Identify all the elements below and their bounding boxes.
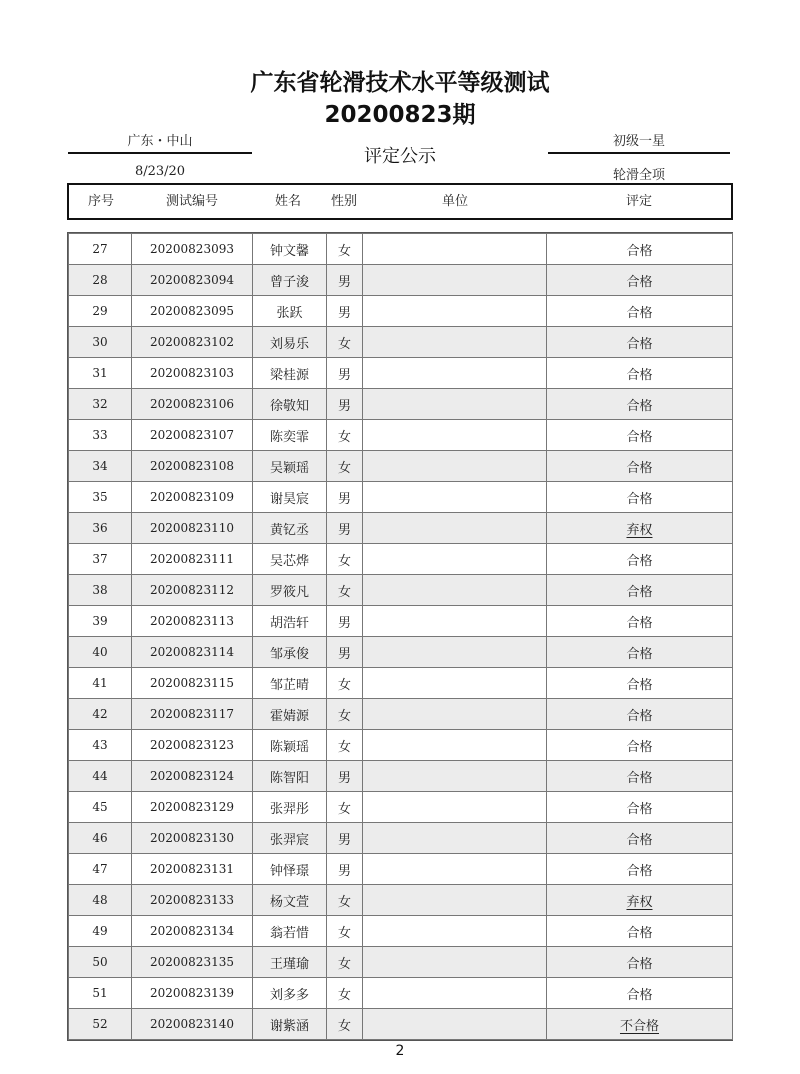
cell-gender: 女 [327,1009,363,1040]
cell-name: 刘易乐 [253,327,327,358]
cell-name: 钟文馨 [253,234,327,265]
cell-unit [363,916,547,947]
table-row [69,420,733,451]
cell-unit [363,668,547,699]
table-row [69,761,733,792]
table-row [69,668,733,699]
table-row [69,637,733,668]
table-row [69,265,733,296]
result-text: 合格 [626,770,653,786]
cell-unit [363,296,547,327]
cell-result [547,699,733,730]
table-row [69,575,733,606]
cell-gender: 女 [327,668,363,699]
column-header-box [67,183,733,220]
cell-name: 谢昊宸 [253,482,327,513]
cell-result [547,606,733,637]
cell-name: 邹承俊 [253,637,327,668]
result-text: 合格 [626,863,653,879]
cell-name: 邹芷晴 [253,668,327,699]
right-divider [548,152,730,154]
cell-result [547,730,733,761]
table-row [69,513,733,544]
cell-gender: 男 [327,389,363,420]
cell-result [547,916,733,947]
cell-seq: 52 [69,1009,132,1040]
result-text: 合格 [626,987,653,1003]
cell-seq: 29 [69,296,132,327]
cell-test-id: 20200823134 [132,916,253,947]
result-text: 合格 [626,832,653,848]
cell-seq: 30 [69,327,132,358]
cell-seq: 44 [69,761,132,792]
cell-unit [363,265,547,296]
cell-seq: 45 [69,792,132,823]
cell-seq: 43 [69,730,132,761]
cell-result [547,389,733,420]
table-row [69,544,733,575]
result-text: 合格 [626,925,653,941]
cell-result [547,854,733,885]
cell-result [547,792,733,823]
cell-gender: 女 [327,420,363,451]
cell-name: 罗筱凡 [253,575,327,606]
cell-seq: 31 [69,358,132,389]
cell-gender: 女 [327,885,363,916]
result-text: 合格 [626,553,653,569]
cell-name: 谢紫涵 [253,1009,327,1040]
cell-seq: 33 [69,420,132,451]
cell-result [547,513,733,544]
cell-gender: 女 [327,327,363,358]
cell-result [547,482,733,513]
cell-name: 徐敬知 [253,389,327,420]
cell-name: 陈奕霏 [253,420,327,451]
cell-seq: 46 [69,823,132,854]
table-row [69,730,733,761]
cell-unit [363,544,547,575]
cell-result [547,978,733,1009]
result-text: 合格 [626,801,653,817]
cell-test-id: 20200823113 [132,606,253,637]
cell-gender: 女 [327,544,363,575]
cell-gender: 女 [327,916,363,947]
cell-result [547,575,733,606]
result-text: 不合格 [619,1018,659,1034]
cell-gender: 女 [327,947,363,978]
table-row [69,699,733,730]
cell-seq: 34 [69,451,132,482]
cell-test-id: 20200823109 [132,482,253,513]
cell-unit [363,823,547,854]
cell-gender: 女 [327,699,363,730]
cell-result [547,296,733,327]
cell-test-id: 20200823110 [132,513,253,544]
result-text: 合格 [626,615,653,631]
cell-test-id: 20200823129 [132,792,253,823]
cell-name: 张羿宸 [253,823,327,854]
cell-test-id: 20200823131 [132,854,253,885]
cell-name: 刘多多 [253,978,327,1009]
cell-test-id: 20200823114 [132,637,253,668]
cell-test-id: 20200823135 [132,947,253,978]
cell-unit [363,978,547,1009]
cell-gender: 女 [327,451,363,482]
cell-result [547,885,733,916]
cell-name: 陈智阳 [253,761,327,792]
cell-seq: 49 [69,916,132,947]
cell-result [547,451,733,482]
cell-gender: 女 [327,792,363,823]
table-row [69,327,733,358]
result-text: 合格 [626,584,653,600]
cell-gender: 女 [327,234,363,265]
cell-result [547,544,733,575]
column-header-gender: 性别 [330,194,357,209]
cell-seq: 32 [69,389,132,420]
table-row [69,606,733,637]
cell-test-id: 20200823133 [132,885,253,916]
cell-unit [363,761,547,792]
column-header-seq: 序号 [87,194,114,209]
cell-test-id: 20200823107 [132,420,253,451]
cell-unit [363,854,547,885]
cell-seq: 37 [69,544,132,575]
result-text: 合格 [626,398,653,414]
cell-seq: 39 [69,606,132,637]
section-subtitle: 评定公示 [364,146,436,167]
cell-gender: 女 [327,730,363,761]
cell-result [547,947,733,978]
cell-gender: 男 [327,606,363,637]
table-row [69,885,733,916]
cell-test-id: 20200823115 [132,668,253,699]
table-row [69,947,733,978]
cell-gender: 男 [327,761,363,792]
cell-test-id: 20200823139 [132,978,253,1009]
cell-test-id: 20200823112 [132,575,253,606]
table-row [69,451,733,482]
result-text: 合格 [626,739,653,755]
cell-name: 陈颖瑶 [253,730,327,761]
cell-unit [363,730,547,761]
cell-result [547,637,733,668]
page-number: 2 [395,1043,405,1059]
cell-gender: 男 [327,482,363,513]
cell-seq: 28 [69,265,132,296]
cell-result [547,761,733,792]
cell-result [547,420,733,451]
column-header-unit: 单位 [441,194,468,209]
cell-seq: 48 [69,885,132,916]
cell-test-id: 20200823094 [132,265,253,296]
cell-unit [363,358,547,389]
cell-unit [363,389,547,420]
result-text: 弃权 [626,522,653,538]
cell-seq: 36 [69,513,132,544]
column-header-result: 评定 [625,194,652,209]
cell-result [547,234,733,265]
cell-name: 张羿彤 [253,792,327,823]
cell-unit [363,234,547,265]
cell-gender: 男 [327,358,363,389]
cell-unit [363,513,547,544]
result-text: 合格 [626,677,653,693]
location-label: 广东・中山 [127,134,193,149]
cell-test-id: 20200823117 [132,699,253,730]
result-text: 合格 [626,429,653,445]
table-row [69,916,733,947]
cell-gender: 男 [327,854,363,885]
cell-test-id: 20200823130 [132,823,253,854]
cell-gender: 女 [327,978,363,1009]
cell-unit [363,420,547,451]
table-row [69,296,733,327]
table-row [69,823,733,854]
result-text: 合格 [626,460,653,476]
cell-result [547,1009,733,1040]
cell-name: 吴芯烨 [253,544,327,575]
cell-unit [363,885,547,916]
date-label: 8/23/20 [134,164,186,179]
cell-name: 胡浩轩 [253,606,327,637]
table-row [69,482,733,513]
cell-unit [363,792,547,823]
result-text: 合格 [626,708,653,724]
cell-unit [363,1009,547,1040]
result-text: 合格 [626,274,653,290]
document-period: 20200823期 [324,102,476,128]
cell-name: 黄钇丞 [253,513,327,544]
result-text: 合格 [626,646,653,662]
table-row [69,389,733,420]
table-row [69,854,733,885]
cell-unit [363,606,547,637]
category-label: 轮滑全项 [612,168,665,183]
results-table [67,232,733,1041]
result-text: 合格 [626,491,653,507]
cell-test-id: 20200823093 [132,234,253,265]
cell-name: 梁桂源 [253,358,327,389]
cell-unit [363,637,547,668]
cell-test-id: 20200823106 [132,389,253,420]
cell-unit [363,575,547,606]
table-row [69,1009,733,1040]
cell-seq: 38 [69,575,132,606]
cell-unit [363,699,547,730]
cell-gender: 男 [327,637,363,668]
cell-name: 霍婧源 [253,699,327,730]
column-header-name: 姓名 [274,194,301,209]
table-row [69,792,733,823]
cell-result [547,358,733,389]
cell-unit [363,482,547,513]
cell-gender: 男 [327,823,363,854]
cell-gender: 男 [327,265,363,296]
cell-test-id: 20200823095 [132,296,253,327]
cell-test-id: 20200823123 [132,730,253,761]
cell-seq: 40 [69,637,132,668]
cell-unit [363,947,547,978]
result-text: 弃权 [626,894,653,910]
table-row [69,978,733,1009]
cell-seq: 47 [69,854,132,885]
cell-test-id: 20200823111 [132,544,253,575]
level-label: 初级一星 [612,134,665,149]
cell-name: 翁若惜 [253,916,327,947]
cell-unit [363,327,547,358]
result-text: 合格 [626,367,653,383]
table-row [69,234,733,265]
cell-result [547,265,733,296]
cell-test-id: 20200823140 [132,1009,253,1040]
cell-gender: 女 [327,575,363,606]
cell-name: 曾子浚 [253,265,327,296]
cell-test-id: 20200823124 [132,761,253,792]
table-row [69,358,733,389]
column-header-test-id: 测试编号 [165,194,218,209]
cell-test-id: 20200823102 [132,327,253,358]
cell-seq: 41 [69,668,132,699]
cell-test-id: 20200823103 [132,358,253,389]
cell-result [547,668,733,699]
cell-name: 钟怿璟 [253,854,327,885]
cell-test-id: 20200823108 [132,451,253,482]
result-text: 合格 [626,336,653,352]
cell-result [547,823,733,854]
result-text: 合格 [626,305,653,321]
cell-seq: 50 [69,947,132,978]
result-text: 合格 [626,243,653,259]
cell-gender: 男 [327,513,363,544]
cell-name: 王瑾瑜 [253,947,327,978]
cell-seq: 27 [69,234,132,265]
document-title: 广东省轮滑技术水平等级测试 [250,70,550,96]
cell-name: 吴颖瑶 [253,451,327,482]
cell-seq: 51 [69,978,132,1009]
cell-unit [363,451,547,482]
result-text: 合格 [626,956,653,972]
cell-result [547,327,733,358]
cell-seq: 42 [69,699,132,730]
cell-name: 张跃 [253,296,327,327]
cell-seq: 35 [69,482,132,513]
cell-gender: 男 [327,296,363,327]
cell-name: 杨文萱 [253,885,327,916]
